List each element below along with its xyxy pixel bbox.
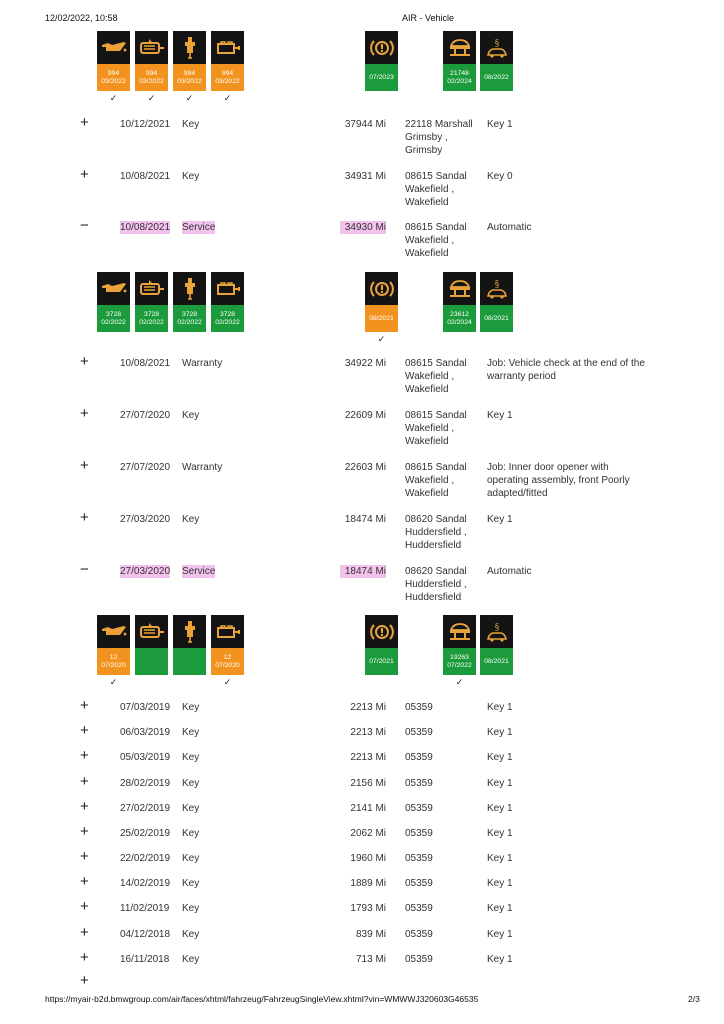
dealer-line: 08620 Sandal [405,514,467,525]
entry-detail [487,726,667,739]
entry-date: 28/02/2019 [120,778,171,789]
check-mark: ✓ [455,677,464,687]
entry-detail [487,221,667,234]
service-indicator-tile [365,31,398,91]
oil-can-icon [97,31,130,64]
tile-value: 3728 [105,310,122,318]
check-mark: ✓ [185,93,194,103]
vehicle-lift-icon [443,31,476,64]
entry-mileage: 22609 Mi [344,410,386,421]
entry-detail [487,877,667,890]
tile-value: 23612 [450,310,469,318]
entry-type: Warranty [182,462,223,473]
detail-line: Automatic [487,566,532,577]
dealer-line: 05359 [405,954,433,965]
svg-text:§: § [494,279,499,290]
entry-dealer [405,357,477,396]
entry-type: Key [182,778,200,789]
tile-date: 07/2021 [369,657,394,665]
detail-line: Job: Inner door opener with [487,462,609,473]
entry-type: Key [182,727,200,738]
detail-line: Automatic [487,222,532,233]
entry-detail [487,852,667,865]
vehicle-inspection-icon [480,615,513,648]
entry-date: 10/08/2021 [120,358,171,369]
dealer-line: Huddersfield , [405,527,467,538]
tile-date: 08/2021 [369,314,394,322]
dealer-line: 05359 [405,828,433,839]
detail-line: Key 1 [487,702,513,713]
detail-line: Key 0 [487,171,513,182]
detail-line: operating assembly, front Poorly [487,475,630,486]
entry-date: 27/03/2020 [120,566,171,577]
filter-icon [135,31,168,64]
dealer-line: 08615 Sandal [405,171,467,182]
tile-date: 02/2022 [101,318,126,326]
dealer-line: Wakefield , [405,235,455,246]
expand-toggle[interactable]: + [80,697,89,714]
tile-status [97,64,130,91]
brake-fluid-icon [365,615,398,648]
entry-mileage: 34931 Mi [344,171,386,182]
entry-date: 27/07/2020 [120,410,171,421]
oil-can-icon [97,272,130,305]
entry-mileage: 839 Mi [355,929,386,940]
expand-toggle[interactable]: + [80,848,89,865]
expand-toggle[interactable]: + [80,405,89,422]
entry-date: 25/02/2019 [120,828,171,839]
vehicle-lift-icon [443,615,476,648]
detail-line: Key 1 [487,727,513,738]
service-status-icons [0,31,724,103]
brake-fluid-icon [365,272,398,305]
dealer-line: Huddersfield [405,540,462,551]
tile-status [135,305,168,332]
dealer-line: 05359 [405,803,433,814]
tile-value: 19263 [450,653,469,661]
service-indicator-tile [211,272,244,332]
entry-dealer [405,751,477,764]
entry-detail [487,928,667,941]
entry-date: 06/03/2019 [120,727,171,738]
service-indicator-tile [211,31,244,91]
entry-dealer [405,852,477,865]
oil-can-icon [97,615,130,648]
dealer-line: 08615 Sandal [405,410,467,421]
tile-date: 02/2022 [177,318,202,326]
entry-type: Key [182,752,200,763]
check-mark: ✓ [223,93,232,103]
expand-toggle[interactable]: + [80,353,89,370]
dealer-line: Wakefield [405,248,449,259]
entry-type: Key [182,171,200,182]
tile-status [443,64,476,91]
tile-date: 07/2020 [101,661,126,669]
dealer-line: Wakefield , [405,371,455,382]
dealer-line: 08615 Sandal [405,462,467,473]
tile-date: 07/2020 [215,661,240,669]
spark-plug-icon [173,31,206,64]
dealer-line: 05359 [405,752,433,763]
entry-detail [487,461,667,500]
check-mark: ✓ [147,93,156,103]
tile-status [480,305,513,332]
entry-mileage: 18474 Mi [340,565,386,578]
fuel-filter-icon [211,31,244,64]
entry-date: 04/12/2018 [120,929,171,940]
entry-dealer [405,701,477,714]
svg-text:§: § [494,622,499,633]
service-indicator-tile [173,272,206,332]
entry-type: Service [182,222,216,233]
tile-status [211,64,244,91]
entry-mileage: 1889 Mi [350,878,386,889]
service-indicator-tile [173,615,206,675]
service-indicator-tile [97,272,130,332]
entry-date: 27/02/2019 [120,803,171,814]
tile-status [135,648,168,675]
entry-date: 07/03/2019 [120,702,171,713]
tile-status [173,64,206,91]
entry-detail [487,170,667,183]
fuel-filter-icon [211,615,244,648]
entry-dealer [405,726,477,739]
entry-detail [487,777,667,790]
tile-date: 03/2022 [139,77,164,85]
collapse-toggle[interactable]: − [80,217,89,234]
tile-date: 08/2022 [484,73,509,81]
tile-status [365,648,398,675]
entry-mileage: 2213 Mi [350,727,386,738]
entry-dealer [405,802,477,815]
service-indicator-tile [173,31,206,91]
tile-status [480,64,513,91]
entry-date: 11/02/2019 [120,903,170,914]
tile-status [365,305,398,332]
detail-line: Key 1 [487,954,513,965]
entry-date: 22/02/2019 [120,853,171,864]
entry-dealer [405,877,477,890]
expand-toggle[interactable]: + [80,873,89,890]
entry-type: Key [182,514,200,525]
tile-status [211,305,244,332]
vehicle-lift-icon [443,272,476,305]
tile-date: 02/2022 [215,318,240,326]
svg-text:§: § [494,38,499,49]
entry-type: Key [182,702,200,713]
tile-value: 994 [107,69,120,77]
dealer-line: Wakefield , [405,475,455,486]
dealer-line: Wakefield , [405,184,455,195]
check-mark: ✓ [377,334,386,344]
tile-status [211,648,244,675]
dealer-line: Wakefield [405,197,449,208]
detail-line: warranty period [487,371,556,382]
tile-date: 08/2021 [484,314,509,322]
spark-plug-icon [173,272,206,305]
collapse-toggle[interactable]: − [80,561,89,578]
dealer-line: 22118 Marshall [405,119,473,130]
entry-type: Key [182,929,200,940]
tile-value: 3728 [143,310,160,318]
expand-toggle[interactable]: + [80,166,89,183]
entry-dealer [405,953,477,966]
entry-mileage: 34922 Mi [344,358,386,369]
dealer-line: 05359 [405,727,433,738]
fuel-filter-icon [211,272,244,305]
entry-detail [487,513,667,526]
entry-date: 10/08/2021 [120,171,171,182]
entry-dealer [405,777,477,790]
dealer-line: Huddersfield [405,592,462,603]
service-indicator-tile [365,615,398,675]
dealer-line: 05359 [405,702,433,713]
entry-mileage: 18474 Mi [344,514,386,525]
dealer-line: Wakefield , [405,423,455,434]
detail-line: Key 1 [487,752,513,763]
detail-line: Key 1 [487,903,513,914]
service-status-icons [0,272,724,344]
dealer-line: Wakefield [405,384,449,395]
tile-value: 3728 [181,310,198,318]
service-status-icons [0,615,724,687]
entry-detail [487,751,667,764]
expand-toggle[interactable]: + [80,823,89,840]
dealer-line: Grimsby [405,145,443,156]
detail-line: Key 1 [487,828,513,839]
dealer-line: 05359 [405,903,433,914]
tile-date: 02/2022 [139,318,164,326]
dealer-line: 08620 Sandal [405,566,467,577]
entry-dealer [405,170,477,209]
expand-toggle[interactable]: + [80,747,89,764]
tile-status [480,648,513,675]
entry-mileage: 2062 Mi [350,828,386,839]
tile-value: 3728 [219,310,236,318]
entry-detail [487,802,667,815]
dealer-line: Grimsby , [405,132,448,143]
dealer-line: Huddersfield , [405,579,467,590]
tile-value: 994 [221,69,234,77]
expand-toggle[interactable]: + [80,798,89,815]
entry-type: Warranty [182,358,223,369]
dealer-line: 05359 [405,929,433,940]
expand-toggle[interactable]: + [80,949,89,966]
entry-date: 10/12/2021 [120,119,171,130]
vehicle-inspection-icon [480,272,513,305]
service-indicator-tile [480,615,513,675]
detail-line: Key 1 [487,514,513,525]
tile-status [135,64,168,91]
service-indicator-tile [135,272,168,332]
tile-status [443,305,476,332]
brake-fluid-icon [365,31,398,64]
check-mark: ✓ [223,677,232,687]
entry-dealer [405,513,477,552]
detail-line: Job: Vehicle check at the end of the [487,358,645,369]
entry-detail [487,409,667,422]
dealer-line: 05359 [405,778,433,789]
entry-mileage: 2141 Mi [350,803,386,814]
entry-mileage: 2213 Mi [350,752,386,763]
entry-mileage: 2156 Mi [350,778,386,789]
expand-toggle[interactable]: + [80,972,89,989]
filter-icon [135,615,168,648]
expand-toggle[interactable]: + [80,924,89,941]
entry-date: 27/07/2020 [120,462,171,473]
detail-line: adapted/fitted [487,488,548,499]
tile-date: 07/2023 [369,73,394,81]
service-indicator-tile [480,272,513,332]
expand-toggle[interactable]: + [80,509,89,526]
dealer-line: Wakefield [405,436,449,447]
tile-value: 21748 [450,69,469,77]
entry-type: Key [182,803,200,814]
entry-type: Key [182,903,200,914]
entry-mileage: 37944 Mi [344,119,386,130]
service-indicator-tile [480,31,513,91]
service-indicator-tile [443,615,476,675]
tile-status [443,648,476,675]
entry-type: Key [182,954,200,965]
dealer-line: 05359 [405,878,433,889]
dealer-line: Wakefield [405,488,449,499]
entry-detail [487,357,667,383]
entry-date: 16/11/2018 [120,954,170,965]
entry-mileage: 22603 Mi [344,462,386,473]
tile-date: 03/2022 [177,77,202,85]
detail-line: Key 1 [487,878,513,889]
entry-detail [487,565,667,578]
entry-type: Key [182,878,200,889]
entry-detail [487,827,667,840]
tile-value: 12 [223,653,232,661]
tile-status [97,305,130,332]
detail-line: Key 1 [487,410,513,421]
detail-line: Key 1 [487,853,513,864]
spark-plug-icon [173,615,206,648]
tile-date: 03/2022 [101,77,126,85]
service-indicator-tile [443,272,476,332]
entry-type: Key [182,828,200,839]
page-title: AIR - Vehicle [402,13,455,23]
tile-value: 994 [145,69,158,77]
entry-dealer [405,902,477,915]
expand-toggle[interactable]: + [80,722,89,739]
tile-status [173,305,206,332]
entry-type: Key [182,853,200,864]
entry-date: 10/08/2021 [120,222,171,233]
expand-toggle[interactable]: + [80,457,89,474]
filter-icon [135,272,168,305]
tile-status [173,648,206,675]
entry-detail [487,902,667,915]
page-number: 2/3 [688,994,700,1004]
service-indicator-tile [211,615,244,675]
entry-dealer [405,565,477,604]
dealer-line: 08615 Sandal [405,358,467,369]
tile-date: 02/2024 [447,77,472,85]
entry-mileage: 2213 Mi [350,702,386,713]
entry-type: Service [182,566,216,577]
detail-line: Key 1 [487,119,513,130]
detail-line: Key 1 [487,778,513,789]
expand-toggle[interactable]: + [80,898,89,915]
service-indicator-tile [97,31,130,91]
vehicle-inspection-icon [480,31,513,64]
entry-dealer [405,461,477,500]
service-indicator-tile [135,615,168,675]
entry-date: 14/02/2019 [120,878,171,889]
expand-toggle[interactable]: + [80,114,89,131]
dealer-line: 05359 [405,853,433,864]
tile-value: 994 [183,69,196,77]
page-url: https://myair-b2d.bmwgroup.com/air/faces/xhtml/fahrzeug/FahrzeugSingleView.xhtml?vin=WMWWJ320603G46535 [45,994,479,1004]
entry-mileage: 1960 Mi [350,853,386,864]
entry-dealer [405,221,477,260]
entry-dealer [405,118,477,157]
tile-status [97,648,130,675]
entry-date: 05/03/2019 [120,752,171,763]
print-datetime: 12/02/2022, 10:58 [45,13,118,23]
entry-mileage: 1793 Mi [350,903,386,914]
entry-type: Key [182,410,200,421]
check-mark: ✓ [109,93,118,103]
service-indicator-tile [97,615,130,675]
entry-detail [487,953,667,966]
tile-date: 07/2022 [447,661,472,669]
detail-line: Key 1 [487,803,513,814]
entry-dealer [405,928,477,941]
tile-date: 03/2022 [215,77,240,85]
entry-mileage: 713 Mi [355,954,386,965]
service-indicator-tile [365,272,398,332]
entry-detail [487,701,667,714]
entry-date: 27/03/2020 [120,514,171,525]
entry-type: Key [182,119,200,130]
entry-detail [487,118,667,131]
entry-dealer [405,409,477,448]
tile-date: 08/2021 [484,657,509,665]
tile-status [365,64,398,91]
entry-mileage: 34930 Mi [340,221,386,234]
check-mark: ✓ [109,677,118,687]
service-indicator-tile [135,31,168,91]
entry-dealer [405,827,477,840]
expand-toggle[interactable]: + [80,773,89,790]
service-indicator-tile [443,31,476,91]
dealer-line: 08615 Sandal [405,222,467,233]
tile-date: 02/2024 [447,318,472,326]
tile-value: 12 [109,653,118,661]
detail-line: Key 1 [487,929,513,940]
